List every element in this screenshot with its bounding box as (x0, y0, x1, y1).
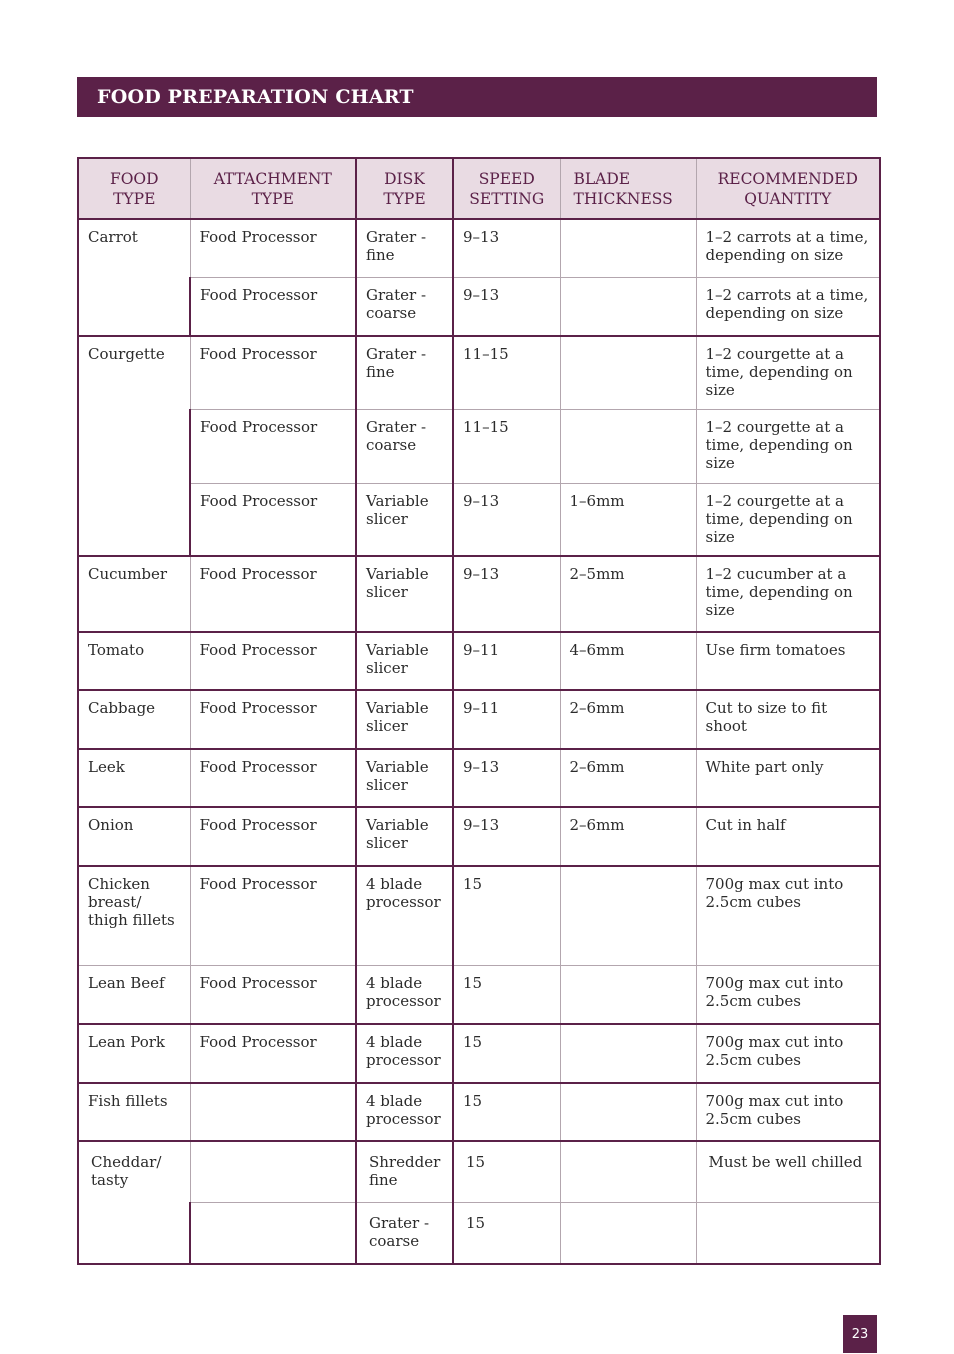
cell-blade (560, 965, 696, 1024)
cell-food: Lean Beef (78, 965, 190, 1024)
table-row (78, 690, 880, 749)
cell-attachment: Food Processor (190, 965, 356, 1024)
cell-quantity: 1–2 courgette at a time, depending on size (696, 336, 880, 409)
cell-disk: Shredder fine (356, 1141, 453, 1202)
cell-speed: 15 (453, 1083, 560, 1141)
header-disk-type: DISK TYPE (356, 158, 453, 219)
cell-blade: 2–6mm (560, 690, 696, 749)
table-row (78, 632, 880, 690)
page-number: 23 (843, 1315, 877, 1353)
cell-blade (560, 866, 696, 965)
cell-quantity: 1–2 courgette at a time, depending on size (696, 409, 880, 483)
cell-disk: Variable slicer (356, 556, 453, 632)
cell-quantity: 1–2 carrots at a time, depending on size (696, 277, 880, 336)
cell-food: Carrot (78, 219, 190, 336)
cell-blade: 2–6mm (560, 807, 696, 866)
cell-attachment: Food Processor (190, 277, 356, 336)
cell-attachment: Food Processor (190, 219, 356, 277)
cell-quantity: 700g max cut into 2.5cm cubes (696, 1024, 880, 1083)
cell-quantity: White part only (696, 749, 880, 807)
header-food-type: FOOD TYPE (78, 158, 190, 219)
cell-attachment: Food Processor (190, 336, 356, 409)
header-speed-setting: SPEED SETTING (453, 158, 560, 219)
cell-disk: Grater - coarse (356, 409, 453, 483)
table-row (78, 1141, 880, 1202)
table-row (78, 965, 880, 1024)
cell-speed: 9–13 (453, 749, 560, 807)
table-row (78, 219, 880, 277)
cell-quantity: Must be well chilled (696, 1141, 880, 1202)
cell-food: Cheddar/ tasty (78, 1141, 190, 1264)
table-row (78, 277, 880, 336)
cell-quantity: 700g max cut into 2.5cm cubes (696, 1083, 880, 1141)
cell-blade: 2–5mm (560, 556, 696, 632)
table-row (78, 1024, 880, 1083)
cell-attachment (190, 1083, 356, 1141)
cell-attachment (190, 1141, 356, 1202)
cell-disk: Grater - coarse (356, 277, 453, 336)
cell-disk: 4 blade processor (356, 866, 453, 965)
table-row (78, 483, 880, 556)
cell-speed: 9–13 (453, 277, 560, 336)
cell-speed: 15 (453, 866, 560, 965)
cell-attachment: Food Processor (190, 807, 356, 866)
table-row (78, 749, 880, 807)
header-blade-thickness: BLADE THICKNESS (560, 158, 696, 219)
cell-quantity: Use firm tomatoes (696, 632, 880, 690)
table-row (78, 866, 880, 965)
header-row (78, 158, 880, 219)
cell-disk: Grater - coarse (356, 1202, 453, 1264)
cell-attachment: Food Processor (190, 690, 356, 749)
cell-speed: 15 (453, 1024, 560, 1083)
cell-blade (560, 409, 696, 483)
table-row (78, 1202, 880, 1264)
cell-speed: 15 (453, 1202, 560, 1264)
title-banner (77, 77, 877, 117)
cell-disk: Variable slicer (356, 690, 453, 749)
cell-blade (560, 1024, 696, 1083)
table-row (78, 409, 880, 483)
cell-blade (560, 1141, 696, 1202)
cell-quantity: Cut to size to fit shoot (696, 690, 880, 749)
cell-speed: 15 (453, 1141, 560, 1202)
cell-blade (560, 219, 696, 277)
cell-food: Tomato (78, 632, 190, 690)
cell-blade (560, 1202, 696, 1264)
cell-disk: Variable slicer (356, 483, 453, 556)
cell-blade (560, 336, 696, 409)
cell-disk: 4 blade processor (356, 1024, 453, 1083)
cell-quantity (696, 1202, 880, 1264)
cell-quantity: 1–2 cucumber at a time, depending on size (696, 556, 880, 632)
cell-blade (560, 1083, 696, 1141)
cell-disk: Grater - fine (356, 219, 453, 277)
cell-speed: 9–11 (453, 690, 560, 749)
cell-blade: 2–6mm (560, 749, 696, 807)
cell-attachment: Food Processor (190, 1024, 356, 1083)
cell-food: Leek (78, 749, 190, 807)
table-row (78, 336, 880, 409)
cell-speed: 9–13 (453, 556, 560, 632)
header-attachment-type: ATTACHMENT TYPE (190, 158, 356, 219)
cell-attachment: Food Processor (190, 556, 356, 632)
cell-blade (560, 277, 696, 336)
cell-attachment: Food Processor (190, 483, 356, 556)
cell-speed: 15 (453, 965, 560, 1024)
table-row (78, 807, 880, 866)
cell-speed: 11–15 (453, 409, 560, 483)
cell-attachment: Food Processor (190, 409, 356, 483)
cell-speed: 9–13 (453, 483, 560, 556)
cell-food: Cucumber (78, 556, 190, 632)
cell-disk: Variable slicer (356, 632, 453, 690)
cell-speed: 11–15 (453, 336, 560, 409)
food-preparation-table (77, 157, 881, 1265)
cell-speed: 9–13 (453, 807, 560, 866)
cell-food: Onion (78, 807, 190, 866)
cell-quantity: 700g max cut into 2.5cm cubes (696, 866, 880, 965)
cell-speed: 9–11 (453, 632, 560, 690)
cell-quantity: 1–2 carrots at a time, depending on size (696, 219, 880, 277)
cell-food: Courgette (78, 336, 190, 556)
cell-attachment: Food Processor (190, 632, 356, 690)
cell-disk: Grater - fine (356, 336, 453, 409)
cell-food: Fish fillets (78, 1083, 190, 1141)
cell-quantity: 700g max cut into 2.5cm cubes (696, 965, 880, 1024)
cell-food: Chicken breast/ thigh fillets (78, 866, 190, 965)
cell-speed: 9–13 (453, 219, 560, 277)
cell-disk: Variable slicer (356, 749, 453, 807)
cell-blade: 4–6mm (560, 632, 696, 690)
cell-attachment (190, 1202, 356, 1264)
cell-food: Lean Pork (78, 1024, 190, 1083)
cell-attachment: Food Processor (190, 866, 356, 965)
header-recommended-quantity: RECOMMENDED QUANTITY (696, 158, 880, 219)
cell-quantity: 1–2 courgette at a time, depending on size (696, 483, 880, 556)
page-title: FOOD PREPARATION CHART (97, 86, 414, 108)
table-row (78, 556, 880, 632)
cell-blade: 1–6mm (560, 483, 696, 556)
cell-disk: 4 blade processor (356, 1083, 453, 1141)
table-row (78, 1083, 880, 1141)
cell-disk: 4 blade processor (356, 965, 453, 1024)
cell-attachment: Food Processor (190, 749, 356, 807)
cell-food: Cabbage (78, 690, 190, 749)
cell-quantity: Cut in half (696, 807, 880, 866)
cell-disk: Variable slicer (356, 807, 453, 866)
